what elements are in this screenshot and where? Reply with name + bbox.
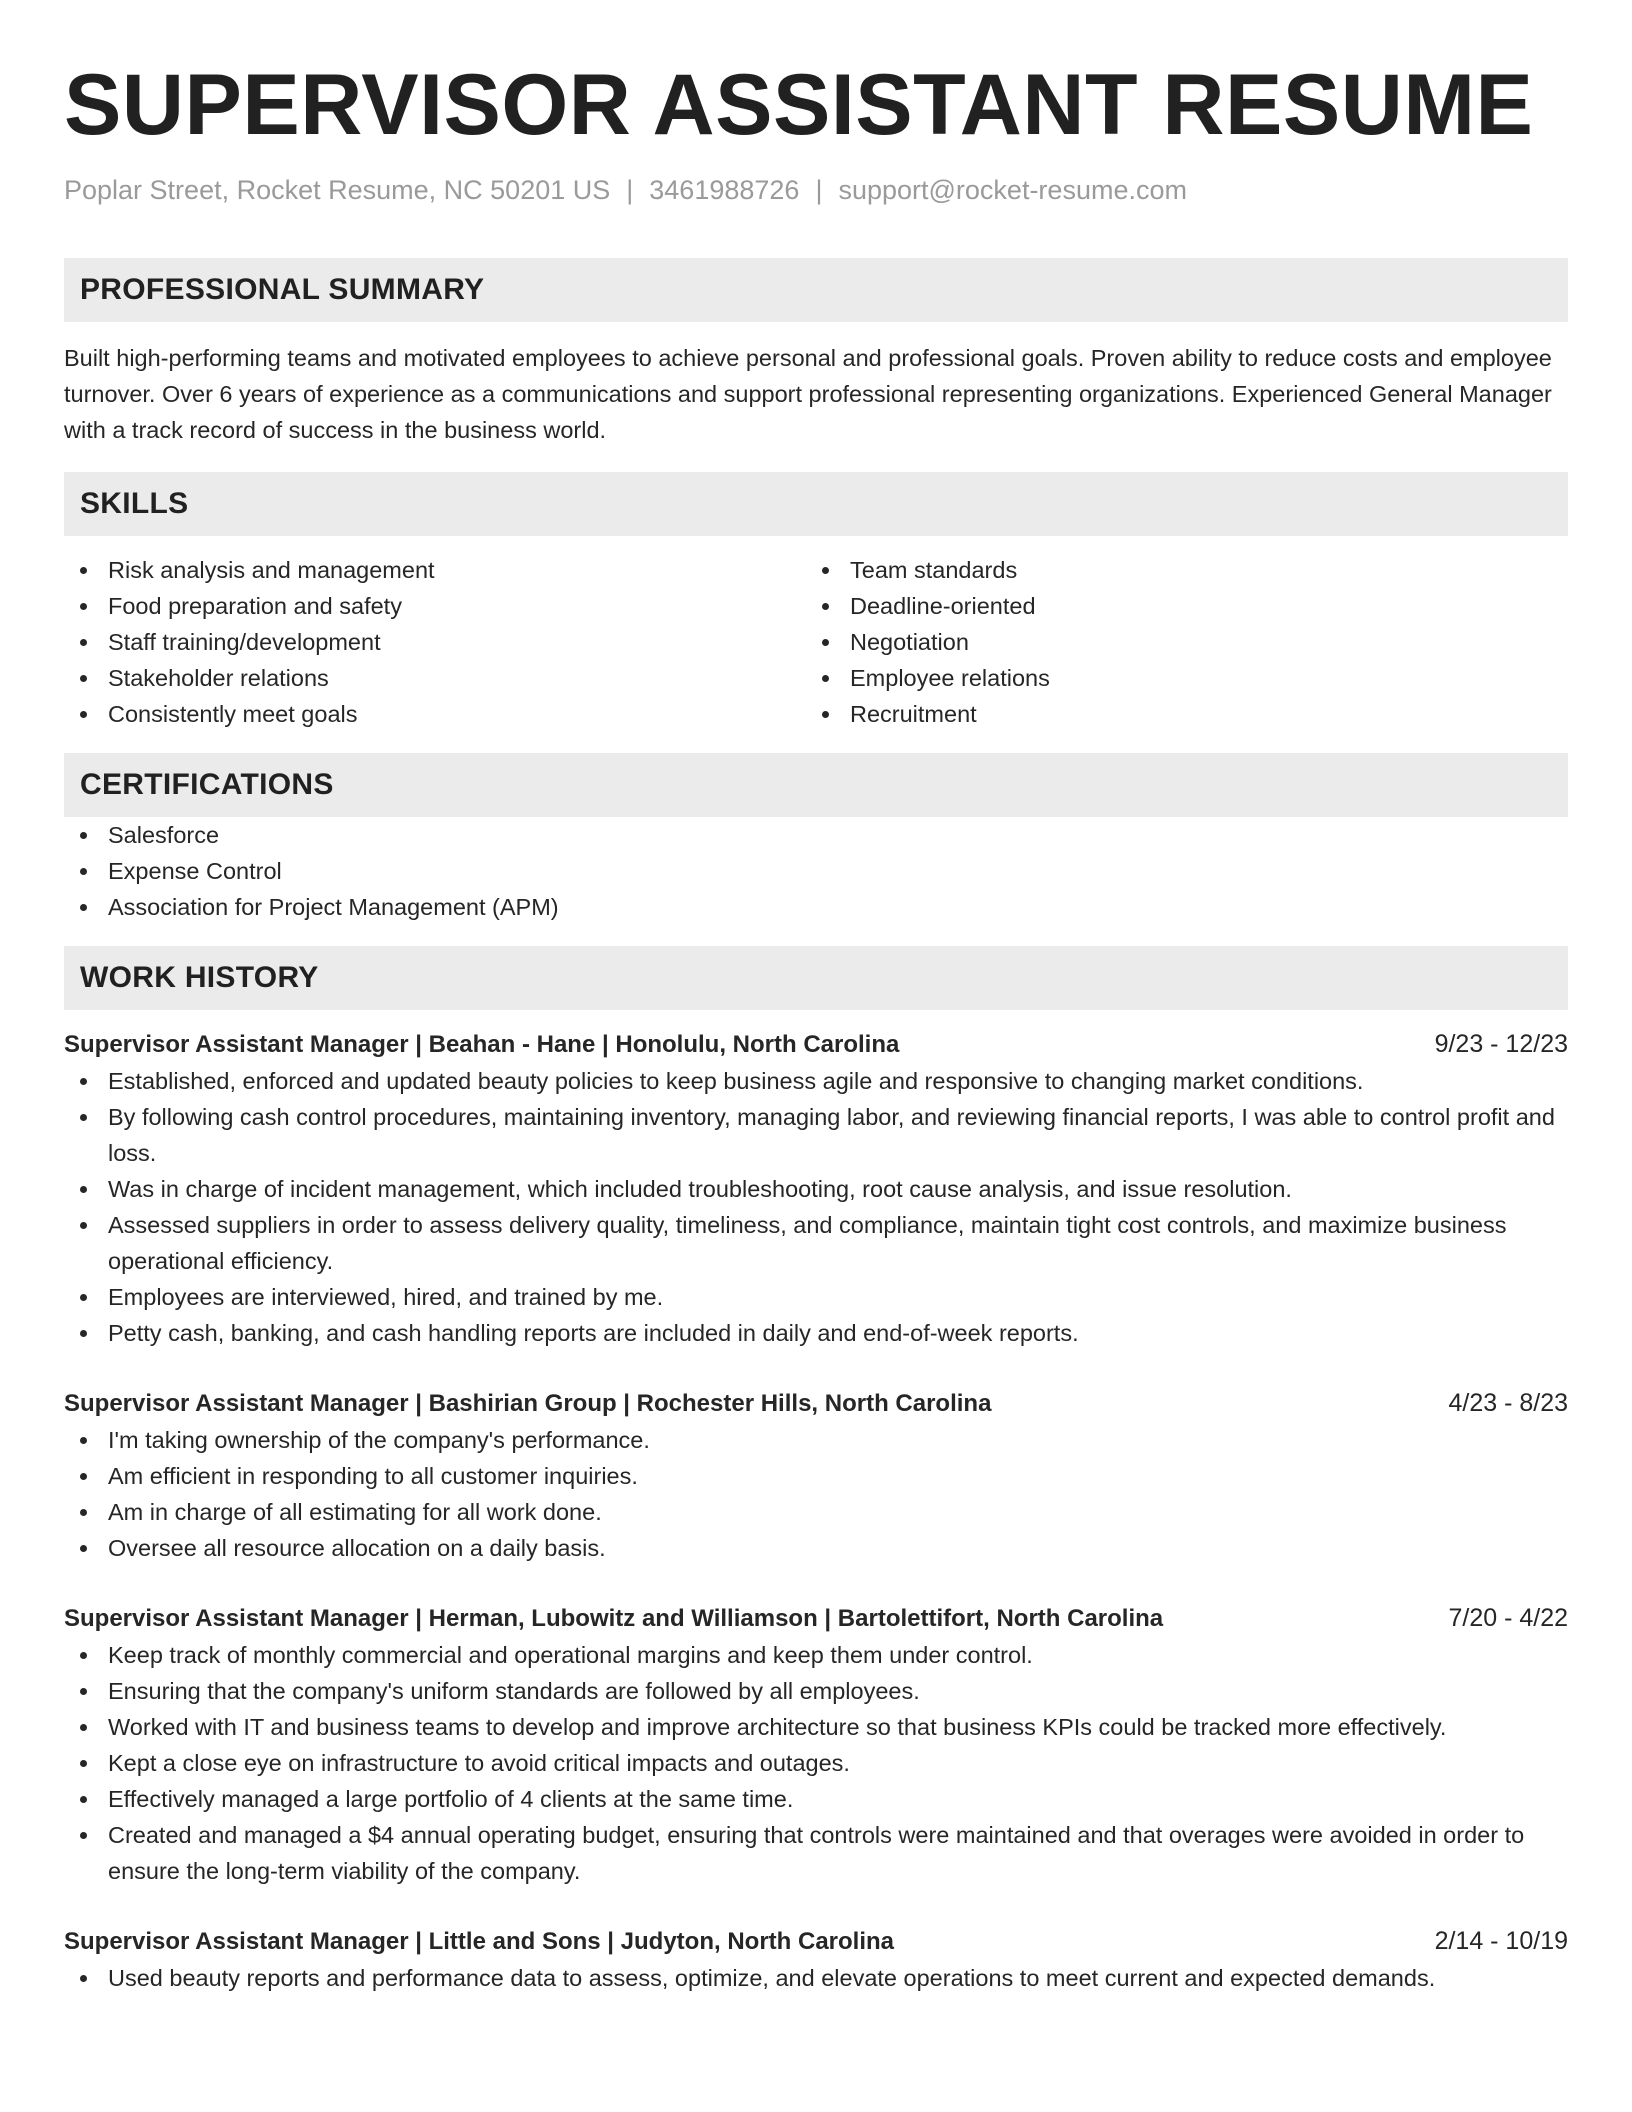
job-bullet: Am in charge of all estimating for all work done. — [64, 1494, 1568, 1530]
contact-address: Poplar Street, Rocket Resume, NC 50201 US — [64, 175, 611, 205]
skills-list-left — [64, 552, 806, 732]
skills-list-right — [806, 552, 1548, 732]
certifications-list — [64, 817, 1568, 925]
job-heading-row — [64, 1385, 1568, 1422]
skill-item: Team standards — [806, 552, 1548, 588]
job-bullets — [64, 1960, 1568, 1996]
job-heading-row — [64, 1600, 1568, 1637]
skills-column-right — [806, 552, 1548, 732]
job-heading-row — [64, 1026, 1568, 1063]
contact-line — [64, 174, 1568, 206]
job-bullet: Created and managed a $4 annual operating budget, ensuring that controls were maintained and that overages were avoided in order to ensure the long-term viability of the company. — [64, 1817, 1568, 1889]
job-entry — [64, 1385, 1568, 1566]
certification-item: Expense Control — [64, 853, 1568, 889]
job-bullet: Employees are interviewed, hired, and trained by me. — [64, 1279, 1568, 1315]
skill-item: Stakeholder relations — [64, 660, 806, 696]
job-entry — [64, 1026, 1568, 1351]
job-bullet: Kept a close eye on infrastructure to avoid critical impacts and outages. — [64, 1745, 1568, 1781]
skill-item: Employee relations — [806, 660, 1548, 696]
job-bullet: I'm taking ownership of the company's performance. — [64, 1422, 1568, 1458]
resume-title: SUPERVISOR ASSISTANT RESUME — [64, 57, 1534, 153]
job-bullet: Am efficient in responding to all customer inquiries. — [64, 1458, 1568, 1494]
job-bullets — [64, 1637, 1568, 1889]
job-bullet: Keep track of monthly commercial and operational margins and keep them under control. — [64, 1637, 1568, 1673]
skill-item: Food preparation and safety — [64, 588, 806, 624]
contact-email: support@rocket-resume.com — [838, 175, 1187, 205]
job-bullet: Was in charge of incident management, which included troubleshooting, root cause analysis, and issue resolution. — [64, 1171, 1568, 1207]
section-header-certifications: CERTIFICATIONS — [64, 753, 1568, 817]
section-header-work-history: WORK HISTORY — [64, 946, 1568, 1010]
skill-item: Recruitment — [806, 696, 1548, 732]
summary-text: Built high-performing teams and motivated employees to achieve personal and professional goals. Proven ability to reduce costs and employee turnover. Over 6 years of experience as a communications and support professional representing organizations. Experienced General Manager with a track record of success in the business world. — [64, 345, 1552, 444]
job-bullet: Assessed suppliers in order to assess delivery quality, timeliness, and compliance, maintain tight cost controls, and maximize business operational efficiency. — [64, 1207, 1568, 1279]
skill-item: Risk analysis and management — [64, 552, 806, 588]
job-dates: 4/23 - 8/23 — [1448, 1389, 1568, 1418]
job-dates: 9/23 - 12/23 — [1434, 1030, 1568, 1059]
skill-item: Negotiation — [806, 624, 1548, 660]
job-bullet: Established, enforced and updated beauty policies to keep business agile and responsive to changing market conditions. — [64, 1063, 1568, 1099]
job-bullet: Petty cash, banking, and cash handling reports are included in daily and end-of-week reports. — [64, 1315, 1568, 1351]
job-entry — [64, 1600, 1568, 1889]
job-bullet: Effectively managed a large portfolio of 4 clients at the same time. — [64, 1781, 1568, 1817]
skill-item: Consistently meet goals — [64, 696, 806, 732]
skills-grid — [64, 552, 1568, 732]
job-dates: 2/14 - 10/19 — [1434, 1927, 1568, 1956]
skill-item: Deadline-oriented — [806, 588, 1548, 624]
certification-item: Salesforce — [64, 817, 1568, 853]
job-heading: Supervisor Assistant Manager | Little and Sons | Judyton, North Carolina — [64, 1928, 895, 1956]
skill-item: Staff training/development — [64, 624, 806, 660]
certification-item: Association for Project Management (APM) — [64, 889, 1568, 925]
job-bullet: Oversee all resource allocation on a daily basis. — [64, 1530, 1568, 1566]
skills-column-left — [64, 552, 806, 732]
contact-separator: | — [815, 175, 823, 205]
job-bullet: By following cash control procedures, maintaining inventory, managing labor, and reviewing financial reports, I was able to control profit and loss. — [64, 1099, 1568, 1171]
job-heading-row — [64, 1923, 1568, 1960]
job-heading: Supervisor Assistant Manager | Bashirian Group | Rochester Hills, North Carolina — [64, 1390, 992, 1418]
job-heading: Supervisor Assistant Manager | Beahan - Hane | Honolulu, North Carolina — [64, 1031, 900, 1059]
contact-phone: 3461988726 — [649, 175, 800, 205]
job-heading: Supervisor Assistant Manager | Herman, Lubowitz and Williamson | Bartolettifort, North Carolina — [64, 1605, 1164, 1633]
section-header-summary: PROFESSIONAL SUMMARY — [64, 258, 1568, 322]
job-dates: 7/20 - 4/22 — [1448, 1604, 1568, 1633]
job-bullet: Ensuring that the company's uniform standards are followed by all employees. — [64, 1673, 1568, 1709]
job-bullets — [64, 1063, 1568, 1351]
contact-separator: | — [626, 175, 634, 205]
job-bullets — [64, 1422, 1568, 1566]
job-entry — [64, 1923, 1568, 1996]
job-bullet: Worked with IT and business teams to develop and improve architecture so that business KPIs could be tracked more effectively. — [64, 1709, 1568, 1745]
resume-page — [64, 0, 1568, 1996]
section-header-skills: SKILLS — [64, 472, 1568, 536]
job-bullet: Used beauty reports and performance data to assess, optimize, and elevate operations to meet current and expected demands. — [64, 1960, 1568, 1996]
